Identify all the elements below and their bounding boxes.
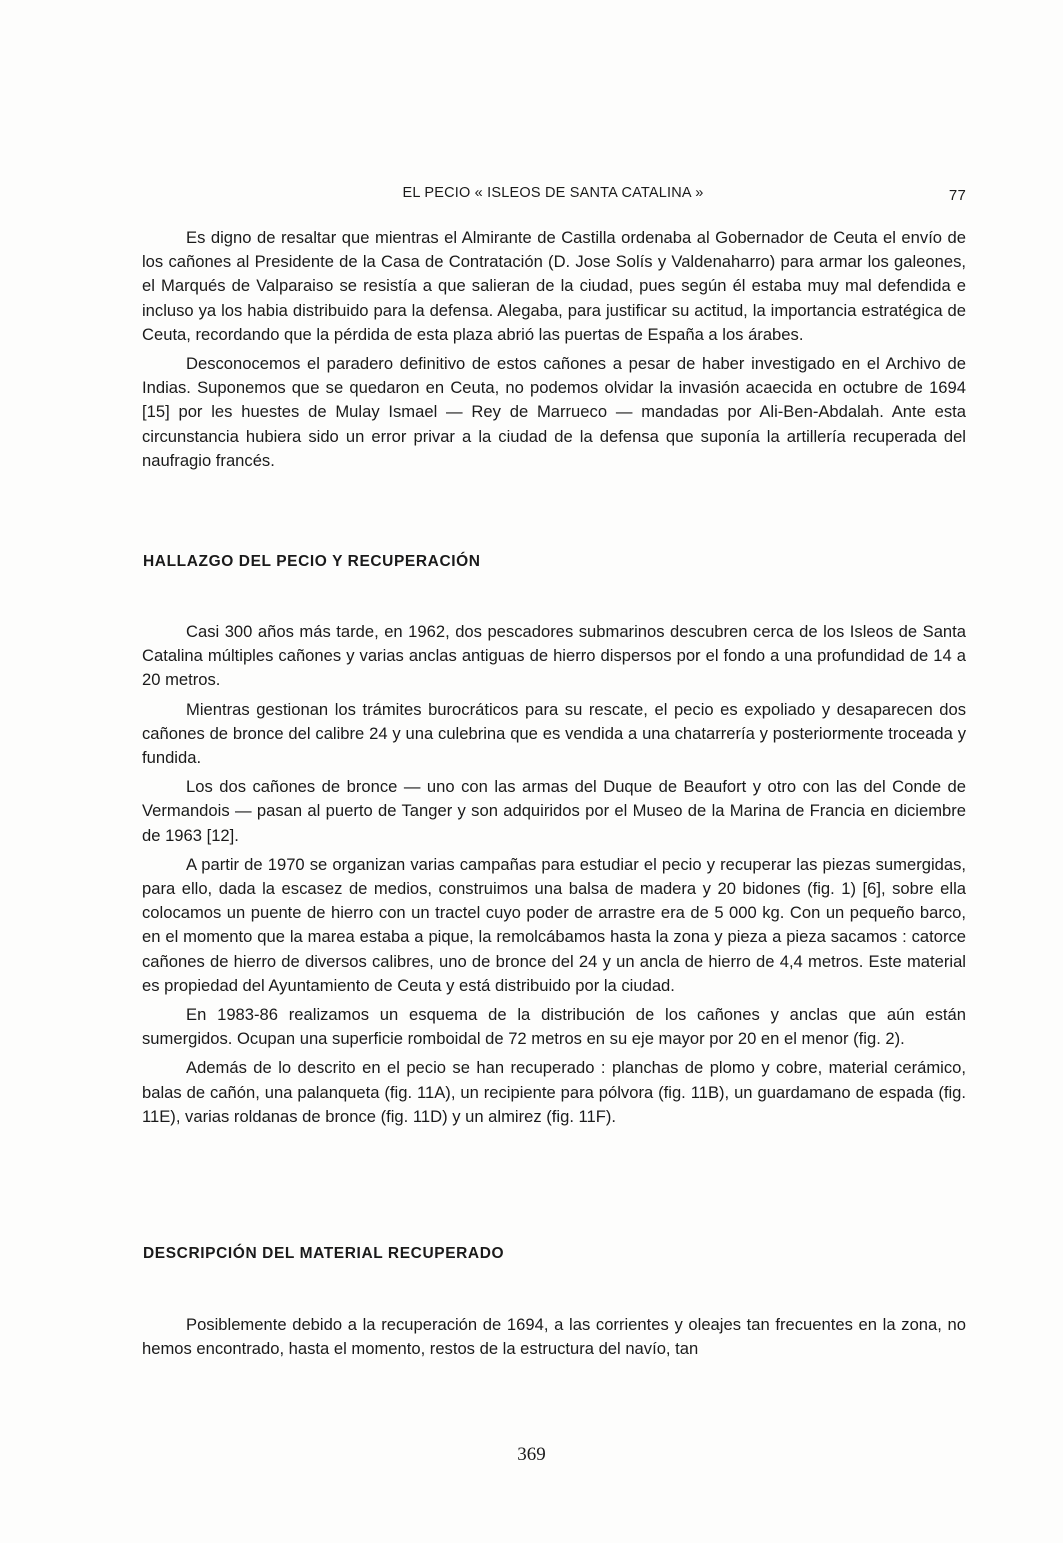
paragraph: A partir de 1970 se organizan varias campañas para estudiar el pecio y recuperar las piezas sumergidas, para ello, dada la escasez de medios, construimos una balsa de madera y 20 bidones (fig. 1) [6], sobre ella colocamos un puente de hierro con un tractel cuyo poder de arrastre era de 5 000 kg. Con un pequeño barco, en el momento que la marea estaba a pique, la remolcábamos hasta la zona y pieza a pieza sacamos : catorce cañones de hierro de diversos calibres, uno de bronce del 24 y un ancla de hierro de 4,4 metros. Este material es propiedad del Ayuntamiento de Ceuta y está distribuido por la ciudad.: [142, 854, 966, 995]
paragraph: Los dos cañones de bronce — uno con las armas del Duque de Beaufort y otro con las del Conde de Vermandois — pasan al puerto de Tanger y son adquiridos por el Museo de la Marina de Francia en diciembre de 1963 [12].: [142, 777, 966, 845]
intro-text-block: [142, 226, 966, 473]
section-text-block: [142, 1313, 966, 1361]
section-heading: DESCRIPCIÓN DEL MATERIAL RECUPERADO: [143, 1245, 505, 1262]
paragraph: Mientras gestionan los trámites burocráticos para su rescate, el pecio es expoliado y desaparecen dos cañones de bronce del calibre 24 y una culebrina que es vendida a una chatarrería y posteriormente troceada y fundida.: [142, 699, 966, 768]
section-text-block: [142, 620, 966, 1129]
section-heading: HALLAZGO DEL PECIO Y RECUPERACIÓN: [143, 553, 481, 570]
paragraph: Posiblemente debido a la recuperación de 1694, a las corrientes y oleajes tan frecuentes en la zona, no hemos encontrado, hasta el momento, restos de la estructura del navío, tan: [142, 1315, 966, 1359]
paragraph: Desconocemos el paradero definitivo de estos cañones a pesar de haber investigado en el Archivo de Indias. Suponemos que se quedaron en Ceuta, no podemos olvidar la invasión acaecida en octubre de 1694 [15] por les huestes de Mulay Ismael — Rey de Marrueco — mandadas por Ali-Ben-Abdalah. Ante esta circunstancia hubiera sido un error privar a la ciudad de la defensa que suponía la artillería recuperada del naufragio francés.: [142, 354, 966, 470]
paragraph: Casi 300 años más tarde, en 1962, dos pescadores submarinos descubren cerca de los Isleos de Santa Catalina múltiples cañones y varias anclas antiguas de hierro dispersos por el fondo a una profundidad de 14 a 20 metros.: [142, 622, 966, 690]
running-title: EL PECIO « ISLEOS DE SANTA CATALINA »: [402, 185, 704, 201]
paragraph: Es digno de resaltar que mientras el Almirante de Castilla ordenaba al Gobernador de Ceuta el envío de los cañones al Presidente de la Casa de Contratación (D. Jose Solís y Valdenaharro) para armar los galeones, el Marqués de Valparaiso se resistía a que salieran de la ciudad, pues según él estaba muy mal defendida e incluso ya los habia distribuido para la defensa. Alegaba, para justificar su actitud, la importancia estratégica de Ceuta, recordando que la pérdida de esta plaza abrió las puertas de España a los árabes.: [142, 228, 966, 344]
running-header: [140, 185, 966, 207]
folio-number: 369: [517, 1444, 546, 1465]
journal-page-number: 77: [948, 187, 966, 204]
paragraph: En 1983-86 realizamos un esquema de la distribución de los cañones y anclas que aún están sumergidos. Ocupan una superficie romboidal de 72 metros en su eje mayor por 20 en el menor (fig. 2).: [142, 1005, 966, 1049]
paragraph: Además de lo descrito en el pecio se han recuperado : planchas de plomo y cobre, material cerámico, balas de cañón, una palanqueta (fig. 11A), un recipiente para pólvora (fig. 11B), un guardamano de espada (fig. 11E), varias roldanas de bronce (fig. 11D) y un almirez (fig. 11F).: [142, 1058, 966, 1126]
